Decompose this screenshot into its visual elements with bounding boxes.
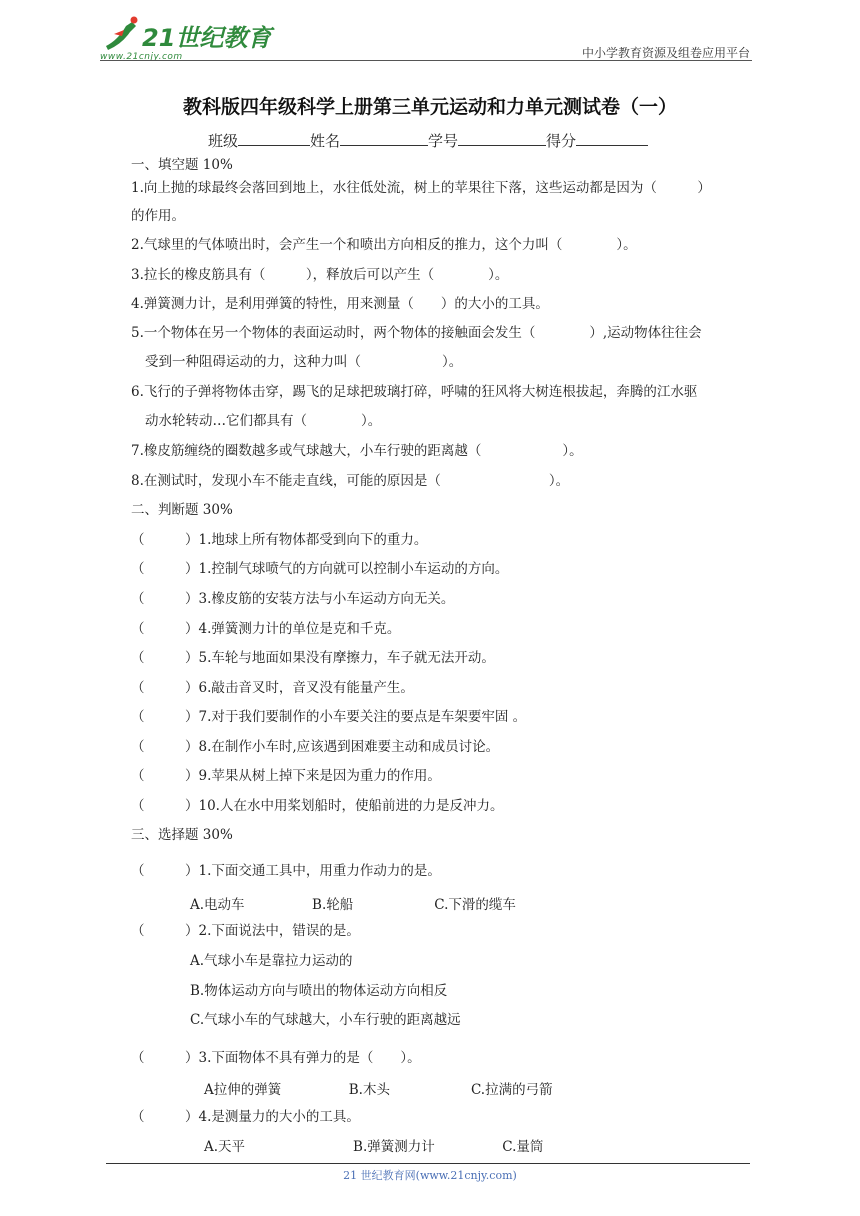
class-label: 班级 [208,132,239,150]
choice-options: A拉伸的弹簧 B.木头 C.拉满的弓箭 [204,1082,553,1098]
header-divider [100,60,752,61]
judge-line: （ ）10.人在水中用桨划船时，使船前进的力是反冲力。 [131,798,504,814]
choice-option: B.物体运动方向与喷出的物体运动方向相反 [190,983,448,999]
fill-line: 受到一种阻碍运动的力，这种力叫（ ）。 [145,354,463,370]
name-label: 姓名 [310,132,341,150]
judge-line: （ ）3.橡皮筋的安装方法与小车运动方向无关。 [131,591,455,607]
fill-line: 2.气球里的气体喷出时，会产生一个和喷出方向相反的推力，这个力叫（ ）。 [131,237,637,253]
judge-line: （ ）1.控制气球喷气的方向就可以控制小车运动的方向。 [131,561,509,577]
section-judge-heading: 二、判断题 30% [131,502,233,518]
choice-question: （ ）1.下面交通工具中，用重力作动力的是。 [131,863,441,879]
fill-line: 8.在测试时，发现小车不能走直线，可能的原因是（ ）。 [131,473,570,489]
section-fill-heading: 一、填空题 10% [131,157,233,173]
section-choice-heading: 三、选择题 30% [131,827,233,843]
logo-text: 21世纪教育 [142,24,272,52]
fill-line: 4.弹簧测力计，是利用弹簧的特性，用来测量（ ）的大小的工具。 [131,296,549,312]
id-label: 学号 [428,132,459,150]
fill-line: 7.橡皮筋缠绕的圈数越多或气球越大，小车行驶的距离越（ ）。 [131,443,583,459]
fill-line: 动水轮转动…它们都具有（ ）。 [145,413,382,429]
judge-line: （ ）6.敲击音叉时，音叉没有能量产生。 [131,680,414,696]
choice-options: A.天平 B.弹簧测力计 C.量筒 [204,1139,544,1155]
student-info-row [208,130,648,151]
fill-line: 5.一个物体在另一个物体的表面运动时，两个物体的接触面会发生（ ）,运动物体往往会 [131,325,702,341]
choice-option: C.气球小车的气球越大，小车行驶的距离越远 [190,1012,461,1028]
fill-line: 的作用。 [131,208,185,224]
judge-line: （ ）5.车轮与地面如果没有摩擦力，车子就无法开动。 [131,650,495,666]
logo [100,16,280,66]
platform-name: 中小学教育资源及组卷应用平台 [581,46,750,60]
choice-option: A.气球小车是靠拉力运动的 [190,953,353,969]
choice-options: A.电动车 B.轮船 C.下滑的缆车 [190,897,516,913]
logo-url: www.21cnjy.com [100,52,183,62]
footer-divider [106,1163,750,1164]
fill-line: 3.拉长的橡皮筋具有（ ），释放后可以产生（ ）。 [131,267,509,283]
runner-logo-icon [100,16,144,52]
score-blank[interactable] [576,131,648,146]
judge-line: （ ）4.弹簧测力计的单位是克和千克。 [131,621,401,637]
id-blank[interactable] [458,131,546,146]
fill-line: 1.向上抛的球最终会落回到地上，水往低处流，树上的苹果往下落，这些运动都是因为（ ） [131,180,711,196]
fill-line: 6.飞行的子弹将物体击穿，踢飞的足球把玻璃打碎，呼啸的狂风将大树连根拔起，奔腾的江水驱 [131,384,698,400]
judge-line: （ ）1.地球上所有物体都受到向下的重力。 [131,532,428,548]
choice-question: （ ）4.是测量力的大小的工具。 [131,1109,360,1125]
choice-question: （ ）2.下面说法中，错误的是。 [131,923,360,939]
score-label: 得分 [546,132,577,150]
class-blank[interactable] [238,131,310,146]
judge-line: （ ）9.苹果从树上掉下来是因为重力的作用。 [131,768,441,784]
page-title: 教科版四年级科学上册第三单元运动和力单元测试卷（一） [182,96,677,118]
footer-link[interactable]: 21 世纪教育网(www.21cnjy.com) [343,1169,517,1182]
choice-question: （ ）3.下面物体不具有弹力的是（ ）。 [131,1050,421,1066]
name-blank[interactable] [340,131,428,146]
judge-line: （ ）8.在制作小车时,应该遇到困难要主动和成员讨论。 [131,739,500,755]
judge-line: （ ）7.对于我们要制作的小车要关注的要点是车架要牢固 。 [131,709,527,725]
